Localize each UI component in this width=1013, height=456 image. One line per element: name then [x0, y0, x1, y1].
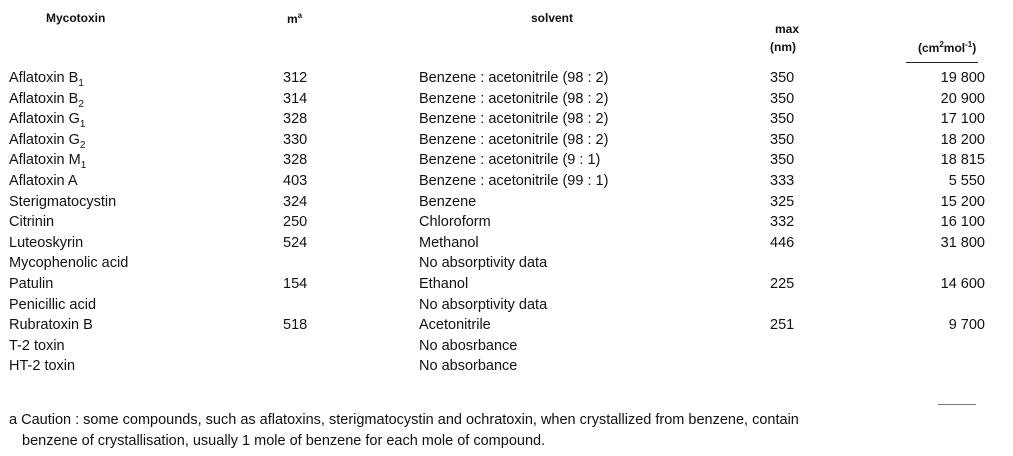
cell-mw: 518 — [283, 317, 308, 334]
header-mw-footnote-mark: a — [297, 11, 303, 20]
cell-solvent: Benzene : acetonitrile (9 : 1) — [419, 152, 601, 169]
cell-max: 225 — [770, 276, 795, 292]
cell-solvent: Benzene : acetonitrile (98 : 2) — [419, 90, 609, 107]
cell-absorptivity: 5 550 — [948, 173, 985, 189]
cell-solvent: No absorptivity data — [419, 296, 548, 313]
mycotoxin-name: Rubratoxin B — [9, 317, 93, 334]
cell-max: 350 — [770, 90, 795, 107]
table-row — [0, 358, 1013, 378]
cell-max: 251 — [770, 317, 795, 334]
table-row — [0, 91, 1013, 111]
header-mycotoxin: Mycotoxin — [46, 11, 106, 25]
cell-max: 333 — [770, 173, 795, 189]
cell-max: 350 — [770, 111, 795, 128]
table-row — [0, 276, 1013, 296]
table-row — [0, 70, 1013, 90]
cell-solvent: Benzene — [419, 193, 477, 210]
footnote-line-1: a Caution : some compounds, such as aflatoxins, sterigmatocystin and ochratoxin, when crystallized from benzene, contain — [9, 412, 799, 428]
footnote — [9, 410, 999, 452]
cell-absorptivity: 18 200 — [940, 131, 985, 148]
table-bottom-rule — [938, 404, 976, 405]
cell-mycotoxin — [9, 132, 85, 151]
cell-solvent: Ethanol — [419, 276, 469, 292]
cell-mycotoxin — [9, 111, 85, 130]
cell-mw: 524 — [283, 234, 308, 251]
mycotoxin-name: HT-2 toxin — [9, 358, 76, 375]
cell-absorptivity: 20 900 — [940, 90, 985, 107]
cell-mycotoxin — [9, 173, 78, 189]
table-row — [0, 152, 1013, 172]
cell-max: 350 — [770, 70, 795, 86]
cell-solvent: Methanol — [419, 234, 479, 251]
header-max-line2: (nm) — [770, 40, 796, 54]
cell-solvent: Benzene : acetonitrile (98 : 2) — [419, 111, 609, 128]
cell-solvent: No absorptivity data — [419, 255, 548, 272]
header-rule — [906, 62, 978, 63]
cell-max: 446 — [770, 234, 795, 251]
cell-mycotoxin — [9, 317, 93, 333]
cell-solvent: Chloroform — [419, 214, 491, 231]
cell-absorptivity: 14 600 — [940, 276, 985, 292]
header-molecular-weight — [287, 11, 302, 26]
table-row — [0, 255, 1013, 275]
cell-absorptivity: 15 200 — [940, 193, 985, 210]
mycotoxin-name: Aflatoxin A — [9, 173, 78, 189]
mycotoxin-name: Aflatoxin B — [9, 70, 79, 86]
cell-max: 325 — [770, 193, 795, 210]
cell-solvent: Benzene : acetonitrile (99 : 1) — [419, 173, 609, 189]
cell-absorptivity: 16 100 — [940, 214, 985, 231]
table-row — [0, 338, 1013, 358]
header-solvent: solvent — [531, 11, 574, 25]
table-row — [0, 194, 1013, 214]
cell-mycotoxin — [9, 91, 84, 110]
table-row — [0, 317, 1013, 337]
mycotoxin-name: Aflatoxin G — [9, 131, 80, 148]
cell-mycotoxin — [9, 255, 128, 271]
header-eps-post: ) — [972, 41, 977, 55]
header-mw-label: m — [287, 12, 298, 26]
header-absorptivity — [918, 40, 976, 55]
cell-absorptivity: 17 100 — [940, 111, 985, 128]
cell-solvent: Benzene : acetonitrile (98 : 2) — [419, 131, 609, 148]
cell-absorptivity: 9 700 — [948, 317, 985, 334]
cell-mw: 328 — [283, 152, 308, 169]
cell-max: 332 — [770, 214, 795, 231]
mycotoxin-subscript: 1 — [79, 119, 86, 131]
mycotoxin-name: Aflatoxin M — [9, 152, 81, 169]
cell-mycotoxin — [9, 297, 96, 313]
mycotoxin-subscript: 2 — [79, 139, 86, 151]
cell-mycotoxin — [9, 338, 65, 354]
cell-solvent: Benzene : acetonitrile (98 : 2) — [419, 70, 609, 86]
header-max-line1: max — [775, 22, 800, 36]
cell-mw: 250 — [283, 214, 308, 231]
cell-mw: 154 — [283, 276, 308, 292]
header-eps-sup1: 2 — [939, 40, 944, 49]
cell-mw: 314 — [283, 90, 308, 107]
mycotoxin-name: Patulin — [9, 276, 54, 292]
cell-mw: 328 — [283, 111, 308, 128]
mycotoxin-name: Aflatoxin B — [9, 90, 79, 107]
cell-mw: 312 — [283, 70, 308, 86]
mycotoxin-name: Luteoskyrin — [9, 234, 84, 251]
table-row — [0, 111, 1013, 131]
header-eps-mid: mol — [943, 41, 966, 55]
mycotoxin-name: Citrinin — [9, 214, 55, 231]
cell-mycotoxin — [9, 214, 54, 230]
table-row — [0, 297, 1013, 317]
mycotoxin-name: Sterigmatocystin — [9, 193, 117, 210]
table-row — [0, 235, 1013, 255]
cell-absorptivity: 18 815 — [940, 152, 985, 169]
mycotoxin-subscript: 1 — [80, 160, 87, 172]
cell-mycotoxin — [9, 152, 86, 171]
header-eps-sup2: -1 — [965, 40, 973, 49]
cell-mycotoxin — [9, 194, 116, 210]
cell-solvent: No abosrbance — [419, 337, 518, 354]
cell-mycotoxin — [9, 235, 83, 251]
cell-mycotoxin — [9, 358, 75, 374]
mycotoxin-name: Penicillic acid — [9, 296, 97, 313]
mycotoxin-name: Aflatoxin G — [9, 111, 80, 128]
cell-solvent: Acetonitrile — [419, 317, 491, 334]
cell-mw: 324 — [283, 193, 308, 210]
mycotoxin-subscript: 2 — [78, 98, 84, 110]
table-row — [0, 173, 1013, 193]
mycotoxin-subscript: 1 — [78, 77, 84, 89]
cell-max: 350 — [770, 131, 795, 148]
cell-mycotoxin — [9, 70, 84, 89]
table-row — [0, 214, 1013, 234]
cell-absorptivity: 31 800 — [940, 234, 985, 251]
table-row — [0, 132, 1013, 152]
cell-mycotoxin — [9, 276, 53, 292]
footnote-line-2: benzene of crystallisation, usually 1 mole of benzene for each mole of compound. — [22, 433, 546, 449]
header-eps-pre: (cm — [918, 41, 940, 55]
cell-mw: 330 — [283, 131, 308, 148]
mycotoxin-name: Mycophenolic acid — [9, 255, 129, 272]
cell-solvent: No absorbance — [419, 358, 518, 375]
cell-mw: 403 — [283, 173, 308, 189]
cell-max: 350 — [770, 152, 795, 169]
cell-absorptivity: 19 800 — [940, 70, 985, 86]
mycotoxin-name: T-2 toxin — [9, 337, 65, 354]
